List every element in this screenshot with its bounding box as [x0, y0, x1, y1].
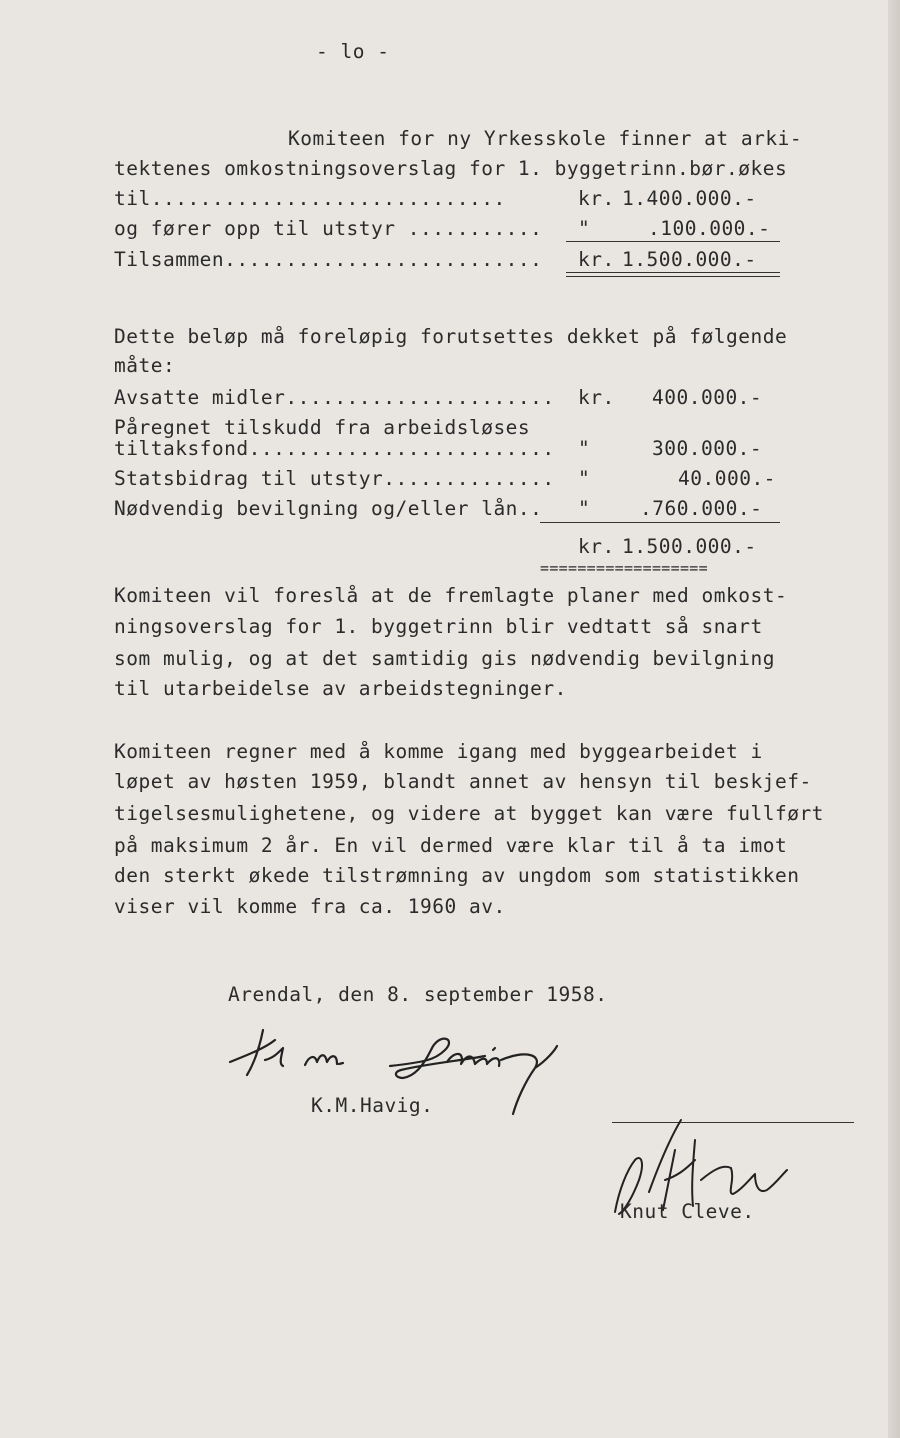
financing-subtotal-rule: [540, 522, 780, 523]
financing-intro-line-1: Dette beløp må foreløpig forutsettes dekket på følgende: [114, 325, 788, 348]
cost-row-currency: kr.: [578, 187, 615, 210]
paragraph-line: Komiteen regner med å komme igang med byggearbeidet i: [114, 740, 763, 763]
signatory-name-2: Knut Cleve.: [620, 1200, 755, 1223]
cost-row-label: til.............................: [114, 187, 506, 210]
financing-total-amount: 1.500.000.-: [622, 535, 757, 558]
financing-row-currency: kr.: [578, 386, 615, 409]
paragraph-line: på maksimum 2 år. En vil dermed være klar til å ta imot: [114, 834, 788, 857]
financing-row-label: Statsbidrag til utstyr..............: [114, 467, 555, 490]
cost-row-amount: 1.500.000.-: [622, 248, 757, 271]
financing-row-label: tiltaksfond.........................: [114, 437, 555, 460]
signatory-name-1: K.M.Havig.: [311, 1094, 434, 1117]
cost-row-amount: 1.400.000.-: [622, 187, 757, 210]
financing-row-currency: ": [578, 437, 591, 460]
financing-row-currency: ": [578, 467, 591, 490]
paragraph-line: den sterkt økede tilstrømning av ungdom som statistikken: [114, 864, 800, 887]
financing-row-amount: 40.000.-: [678, 467, 776, 490]
total-double-rule: [566, 272, 780, 273]
financing-row-amount: 300.000.-: [652, 437, 763, 460]
paragraph-line: ningsoverslag for 1. byggetrinn blir vedtatt så snart: [114, 615, 763, 638]
cost-row-currency: kr.: [578, 248, 615, 271]
subtotal-rule: [566, 241, 780, 242]
paragraph-line: som mulig, og at det samtidig gis nødvendig bevilgning: [114, 647, 775, 670]
cost-row-amount: .100.000.-: [648, 217, 771, 240]
financing-row-label: Påregnet tilskudd fra arbeidsløses: [114, 416, 531, 439]
paragraph-line: tigelsesmulighetene, og videre at bygget kan være fullført: [114, 802, 824, 825]
paragraph-line: løpet av høsten 1959, blandt annet av hensyn til beskjef-: [114, 770, 812, 793]
cost-row-label: og fører opp til utstyr ...........: [114, 217, 543, 240]
cost-row-currency: ": [578, 217, 591, 240]
financing-row-amount: .760.000.-: [640, 497, 763, 520]
cost-row-label: Tilsammen..........................: [114, 248, 543, 271]
paragraph-line: viser vil komme fra ca. 1960 av.: [114, 895, 506, 918]
total-double-rule: [566, 276, 780, 277]
page-edge: [888, 0, 900, 1438]
financing-row-currency: ": [578, 497, 591, 520]
page-number: - lo -: [316, 40, 390, 63]
intro-line-1: Komiteen for ny Yrkesskole finner at arki-: [288, 127, 803, 150]
financing-total-currency: kr.: [578, 535, 615, 558]
financing-row-amount: 400.000.-: [652, 386, 763, 409]
financing-row-label: Nødvendig bevilgning og/eller lån..: [114, 497, 543, 520]
paragraph-line: Komiteen vil foreslå at de fremlagte planer med omkost-: [114, 584, 788, 607]
financing-total-double-rule: ==================: [540, 559, 708, 577]
financing-intro-line-2: måte:: [114, 354, 176, 377]
intro-line-2: tektenes omkostningsoverslag for 1. byggetrinn.bør.økes: [114, 157, 788, 180]
financing-row-label: Avsatte midler......................: [114, 386, 555, 409]
paragraph-line: til utarbeidelse av arbeidstegninger.: [114, 677, 567, 700]
place-date: Arendal, den 8. september 1958.: [228, 983, 608, 1006]
